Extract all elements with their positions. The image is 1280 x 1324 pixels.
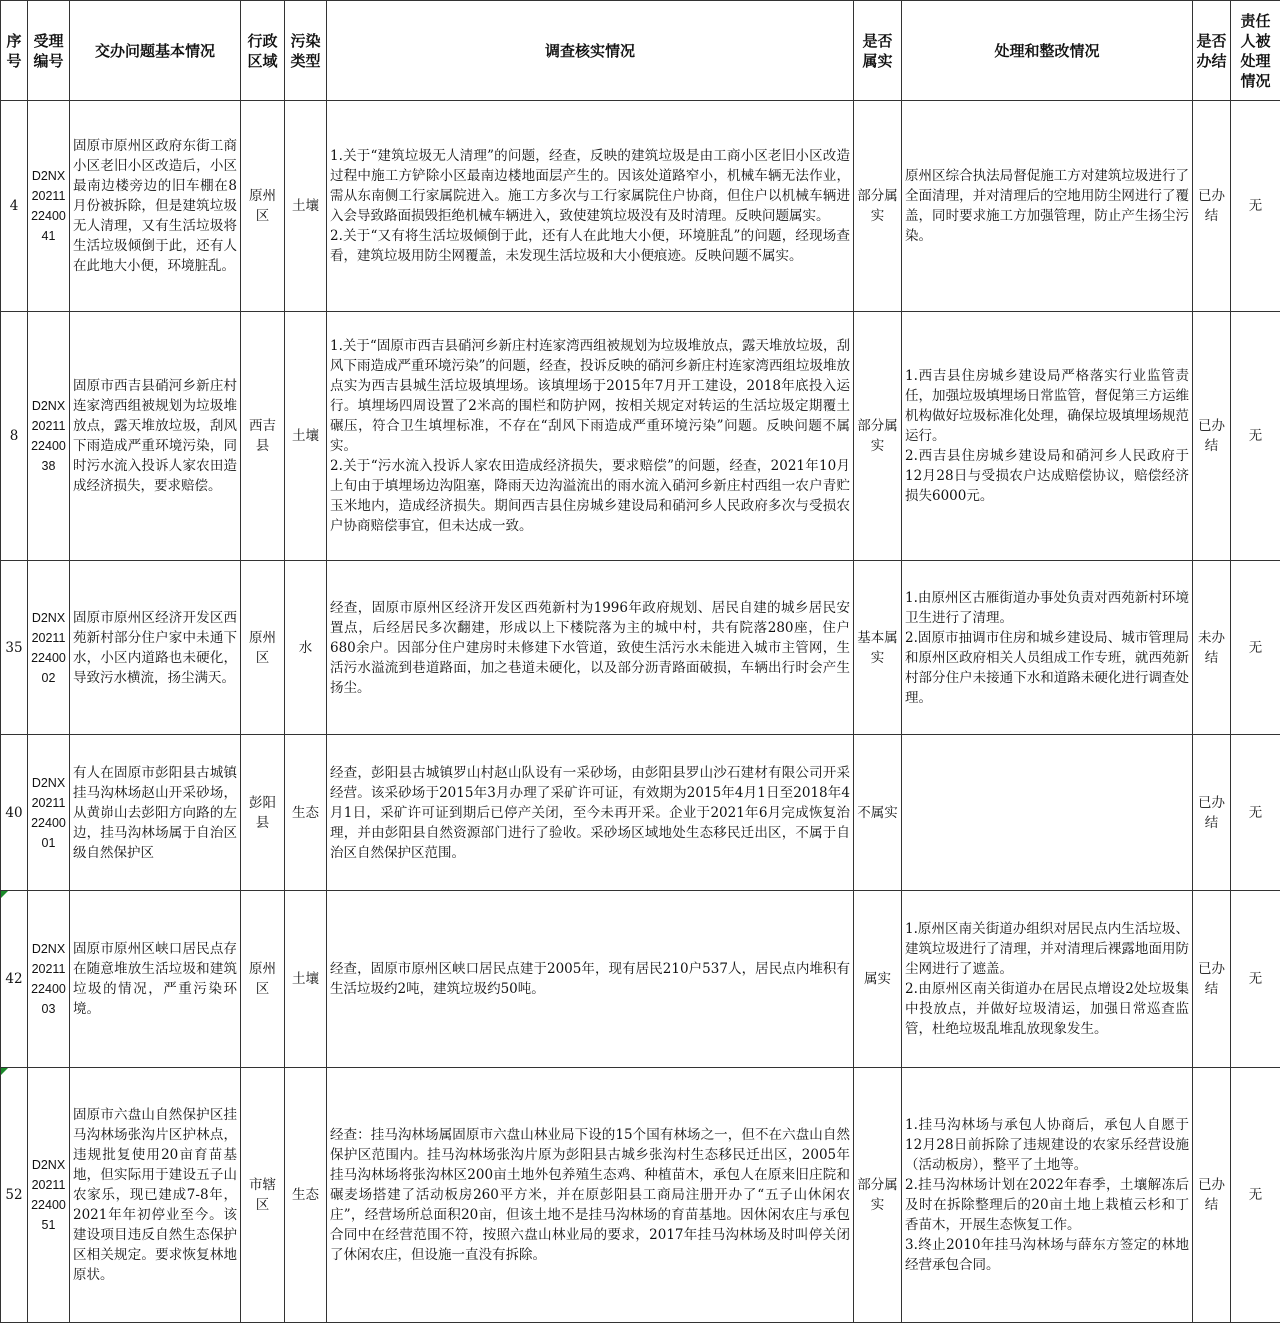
row-accountability: 无 [1231, 101, 1280, 312]
header-seq: 序号 [1, 1, 28, 101]
row-problem: 有人在固原市彭阳县古城镇挂马沟林场赵山开采砂场，从黄峁山去彭阳方向路的左边，挂马沟林场属于自治区级自然保护区 [70, 735, 241, 891]
table-row [1, 735, 1280, 891]
row-seq: 40 [1, 735, 28, 891]
row-closed: 已办结 [1193, 312, 1231, 561]
header-type: 污染类型 [285, 1, 327, 101]
table-row [1, 891, 1280, 1068]
row-type: 生态 [285, 1068, 327, 1323]
header-investigation: 调查核实情况 [327, 1, 854, 101]
row-problem: 固原市原州区政府东街工商小区老旧小区改造后，小区最南边楼旁边的旧车棚在8月份被拆除，但是建筑垃圾无人清理，又有生活垃圾将生活垃圾倾倒于此，还有人在此地大小便，环境脏乱。 [70, 101, 241, 312]
row-accountability: 无 [1231, 1068, 1280, 1323]
row-type: 土壤 [285, 312, 327, 561]
row-closed: 已办结 [1193, 891, 1231, 1068]
header-verified: 是否属实 [854, 1, 902, 101]
row-id: D2NX202112240001 [28, 735, 70, 891]
row-verified: 部分属实 [854, 312, 902, 561]
row-investigation: 1.关于“建筑垃圾无人清理”的问题，经查，反映的建筑垃圾是由工商小区老旧小区改造过程中施工方铲除小区最南边楼地面层产生的。因该处道路窄小，机械车辆无法作业，需从东南侧工行家属院进入。施工方多次与工行家属院住户协商，但住户以机械车辆进入会导致路面损毁拒绝机械车辆进入，致使建筑垃圾没有及时清理。反映问题属实。 2.关于“又有将生活垃圾倾倒于此，还有人在此地大小便，环境脏乱”的问题，经现场查看，建筑垃圾用防尘网覆盖，未发现生活垃圾和大小便痕迹。反映问题不属实。 [327, 101, 854, 312]
row-type: 水 [285, 561, 327, 735]
row-id: D2NX202112240003 [28, 891, 70, 1068]
row-closed: 已办结 [1193, 1068, 1231, 1323]
row-type: 生态 [285, 735, 327, 891]
table-row [1, 1068, 1280, 1323]
row-investigation: 经查，彭阳县古城镇罗山村赵山队设有一采砂场，由彭阳县罗山沙石建材有限公司开采经营。该采砂场于2015年3月办理了采矿许可证，有效期为2015年4月1日至2018年4月1日，采矿许可证到期后已停产关闭，至今未再开采。企业于2021年6月完成恢复治理，并由彭阳县自然资源部门进行了验收。采砂场区域地处生态移民迁出区，不属于自治区自然保护区范围。 [327, 735, 854, 891]
row-investigation: 经查，固原市原州区经济开发区西苑新村为1996年政府规划、居民自建的城乡居民安置点，后经居民多次翻建，形成以上下楼院落为主的城中村，共有院落280座，住户680余户。因部分住户建房时未修建下水管道，致使生活污水未能进入城市主管网，生活污水溢流到巷道路面，加之巷道未硬化，以及部分沥青路面破损，车辆出行时会产生扬尘。 [327, 561, 854, 735]
row-verified: 不属实 [854, 735, 902, 891]
header-region: 行政区域 [241, 1, 285, 101]
row-investigation: 1.关于“固原市西吉县硝河乡新庄村连家湾西组被规划为垃圾堆放点，露天堆放垃圾，刮风下雨造成严重环境污染”的问题，经查，投诉反映的硝河乡新庄村连家湾西组垃圾堆放点实为西吉县城生活垃圾填埋场。该填埋场于2015年7月开工建设，2018年底投入运行。填埋场四周设置了2米高的围栏和防护网，按相关规定对转运的生活垃圾定期覆土碾压，符合卫生填埋标准，不存在“刮风下雨造成严重环境污染”问题。反映问题不属实。 2.关于“污水流入投诉人家农田造成经济损失，要求赔偿”的问题，经查，2021年10月上旬由于填埋场边沟阻塞，降雨天边沟溢流出的雨水流入硝河乡新庄村西组一农户青贮玉米地内，造成经济损失。期间西吉县住房城乡建设局和硝河乡人民政府多次与受损农户协商赔偿事宜，但未达成一致。 [327, 312, 854, 561]
header-rectification: 处理和整改情况 [902, 1, 1193, 101]
row-closed: 未办结 [1193, 561, 1231, 735]
row-verified: 部分属实 [854, 1068, 902, 1323]
row-verified: 部分属实 [854, 101, 902, 312]
row-seq: 4 [1, 101, 28, 312]
header-accountability: 责任人被处理情况 [1231, 1, 1280, 101]
row-verified: 属实 [854, 891, 902, 1068]
row-region: 原州区 [241, 101, 285, 312]
row-seq: 52 [1, 1068, 28, 1323]
row-accountability: 无 [1231, 561, 1280, 735]
row-seq: 8 [1, 312, 28, 561]
row-rectification [902, 735, 1193, 891]
row-rectification: 1.由原州区古雁街道办事处负责对西苑新村环境卫生进行了清理。 2.固原市抽调市住房和城乡建设局、城市管理局和原州区政府相关人员组成工作专班，就西苑新村部分住户未接通下水和道路未硬化进行调查处理。 [902, 561, 1193, 735]
row-region: 西吉县 [241, 312, 285, 561]
header-closed: 是否办结 [1193, 1, 1231, 101]
row-region: 市辖区 [241, 1068, 285, 1323]
row-rectification: 1.西吉县住房城乡建设局严格落实行业监管责任，加强垃圾填埋场日常监管，督促第三方运维机构做好垃圾标准化处理，确保垃圾填埋场规范运行。 2.西吉县住房城乡建设局和硝河乡人民政府于12月28日与受损农户达成赔偿协议，赔偿经济损失6000元。 [902, 312, 1193, 561]
table-row [1, 101, 1280, 312]
row-problem: 固原市原州区峡口居民点存在随意堆放生活垃圾和建筑垃圾的情况，严重污染环境。 [70, 891, 241, 1068]
row-region: 彭阳县 [241, 735, 285, 891]
table-row [1, 312, 1280, 561]
row-rectification: 原州区综合执法局督促施工方对建筑垃圾进行了全面清理，并对清理后的空地用防尘网进行了覆盖，同时要求施工方加强管理，防止产生扬尘污染。 [902, 101, 1193, 312]
row-type: 土壤 [285, 891, 327, 1068]
row-rectification: 1.挂马沟林场与承包人协商后，承包人自愿于12月28日前拆除了违规建设的农家乐经营设施（活动板房），整平了土地等。 2.挂马沟林场计划在2022年春季，土壤解冻后及时在拆除整理后的20亩土地上栽植云杉和丁香苗木，开展生态恢复工作。 3.终止2010年挂马沟林场与薛东方签定的林地经营承包合同。 [902, 1068, 1193, 1323]
row-verified: 基本属实 [854, 561, 902, 735]
row-id: D2NX202112240002 [28, 561, 70, 735]
row-investigation: 经查：挂马沟林场属固原市六盘山林业局下设的15个国有林场之一，但不在六盘山自然保护区范围内。挂马沟林场张沟片原为彭阳县古城乡张沟村生态移民迁出区，2005年挂马沟林场将张沟林区200亩土地外包养殖生态鸡、种植苗木，承包人在原来旧庄院和碾麦场搭建了活动板房260平方米，并在原彭阳县工商局注册开办了“五子山休闲农庄”，经营场所总面积20亩，但该土地不是挂马沟林场的育苗基地。因休闲农庄与承包合同中在经营范围不符，按照六盘山林业局的要求，2017年挂马沟林场及时叫停关闭了休闲农庄，但设施一直没有拆除。 [327, 1068, 854, 1323]
row-closed: 已办结 [1193, 735, 1231, 891]
row-problem: 固原市六盘山自然保护区挂马沟林场张沟片区护林点，违规批复使用20亩育苗基地，但实际用于建设五子山农家乐，现已建成7-8年，2021年年初停业至今。该建设项目违反自然生态保护区相关规定。要求恢复林地原状。 [70, 1068, 241, 1323]
row-accountability: 无 [1231, 312, 1280, 561]
row-id: D2NX202112240041 [28, 101, 70, 312]
row-closed: 已办结 [1193, 101, 1231, 312]
row-accountability: 无 [1231, 735, 1280, 891]
row-region: 原州区 [241, 891, 285, 1068]
row-rectification: 1.原州区南关街道办组织对居民点内生活垃圾、建筑垃圾进行了清理，并对清理后裸露地面用防尘网进行了遮盖。 2.由原州区南关街道办在居民点增设2处垃圾集中投放点，并做好垃圾清运，加强日常巡查监管，杜绝垃圾乱堆乱放现象发生。 [902, 891, 1193, 1068]
header-row [1, 1, 1280, 101]
header-problem: 交办问题基本情况 [70, 1, 241, 101]
header-id: 受理编号 [28, 1, 70, 101]
table-row [1, 561, 1280, 735]
row-seq: 35 [1, 561, 28, 735]
row-seq: 42 [1, 891, 28, 1068]
row-problem: 固原市原州区经济开发区西苑新村部分住户家中未通下水，小区内道路也未硬化，导致污水横流，扬尘满天。 [70, 561, 241, 735]
row-id: D2NX202112240051 [28, 1068, 70, 1323]
row-id: D2NX202112240038 [28, 312, 70, 561]
row-type: 土壤 [285, 101, 327, 312]
row-region: 原州区 [241, 561, 285, 735]
row-problem: 固原市西吉县硝河乡新庄村连家湾西组被规划为垃圾堆放点，露天堆放垃圾，刮风下雨造成严重环境污染，同时污水流入投诉人家农田造成经济损失，要求赔偿。 [70, 312, 241, 561]
row-investigation: 经查，固原市原州区峡口居民点建于2005年，现有居民210户537人，居民点内堆积有生活垃圾约2吨，建筑垃圾约50吨。 [327, 891, 854, 1068]
row-accountability: 无 [1231, 891, 1280, 1068]
